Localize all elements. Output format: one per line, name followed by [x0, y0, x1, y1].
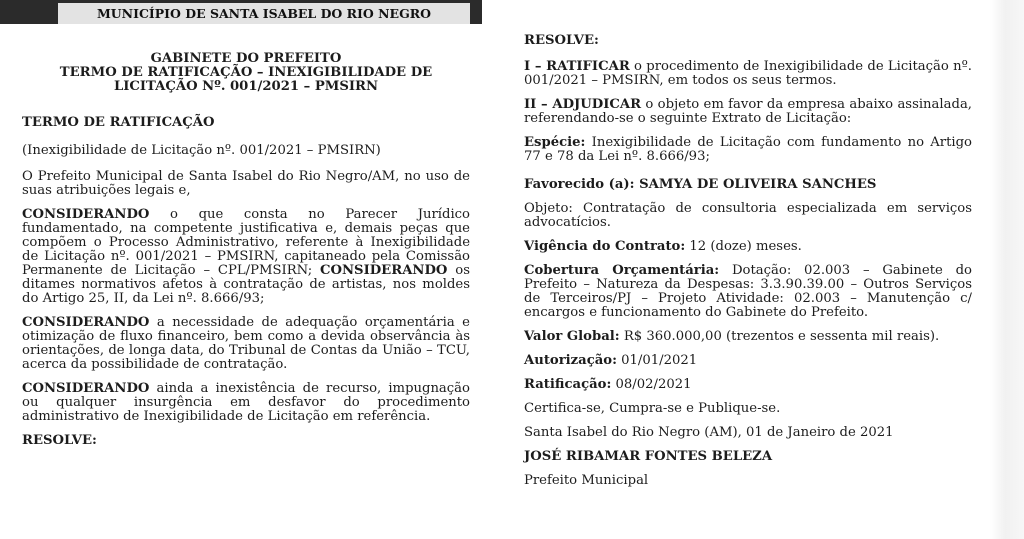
autorizacao-line — [524, 354, 972, 368]
adjudicar-label: II – ADJUDICAR — [524, 97, 642, 112]
adjudicar-text: o objeto em favor da empresa abaixo assinalada, referendando-se o seguinte Extrato de Licitação: — [524, 97, 972, 126]
signer-name: JOSÉ RIBAMAR FONTES BELEZA — [524, 449, 773, 464]
considerando-label: CONSIDERANDO — [22, 207, 150, 222]
considerando-label: CONSIDERANDO — [22, 315, 150, 330]
considerando-paragraph-1 — [22, 208, 470, 306]
considerando-label: CONSIDERANDO — [22, 381, 150, 396]
favorecido-line: Favorecido (a): SAMYA DE OLIVEIRA SANCHES — [524, 177, 877, 192]
reference-line: (Inexigibilidade de Licitação nº. 001/2021 – PMSIRN) — [22, 143, 381, 158]
considerando-text-3: ainda a inexistência de recurso, impugnação ou qualquer insurgência em desfavor do procedimento administrativo de Inexigibilidade de Licitação em referência. — [22, 381, 470, 424]
especie-text: Inexigibilidade de Licitação com fundamento no Artigo 77 e 78 da Lei nº. 8.666/93; — [524, 135, 972, 164]
signer-title: Prefeito Municipal — [524, 473, 649, 488]
especie-paragraph — [524, 136, 972, 164]
autorizacao-label: Autorização: — [524, 353, 617, 368]
cobertura-text: Dotação: 02.003 – Gabinete do Prefeito – Natureza da Despesas: 3.3.90.39.00 – Outros Serviços de Terceiros/PJ – Projeto Atividade: 02.003 – Manutenção c/ encargos e funcionamento do Gabinete do Prefeito. — [524, 263, 972, 320]
adjudicar-paragraph — [524, 98, 972, 126]
office-title — [22, 52, 470, 94]
valor-line — [524, 330, 972, 344]
considerando-text-2: a necessidade de adequação orçamentária e otimização de fluxo financeiro, bem como a devida observância às orientações, de longa data, do Tribunal de Contas da União – TCU, acerca da possibilidade de contratação. — [22, 315, 470, 372]
vigencia-line — [524, 240, 972, 254]
ratificacao-line — [524, 378, 972, 392]
cobertura-paragraph — [524, 264, 972, 320]
office-name: GABINETE DO PREFEITO — [150, 51, 342, 66]
intro-paragraph: O Prefeito Municipal de Santa Isabel do Rio Negro/AM, no uso de suas atribuições legais e, — [22, 169, 470, 198]
considerando-text-1: o que consta no Parecer Jurídico fundamentado, na competente justificativa e, demais peças que compõem o Processo Administrativo, referente à Inexigibilidade de Licitação nº. 001/2021 – PMSIRN, capitaneado pela Comissão Permanente de Licitação – CPL/PMSIRN; — [22, 207, 470, 278]
page-edge-shadow — [990, 0, 1024, 539]
municipality-header: MUNICÍPIO DE SANTA ISABEL DO RIO NEGRO — [58, 3, 470, 24]
document-title-line2: LICITAÇÃO Nº. 001/2021 – PMSIRN — [113, 79, 379, 94]
valor-label: Valor Global: — [524, 329, 620, 344]
considerando-paragraph-3 — [22, 382, 470, 424]
valor-text: R$ 360.000,00 (trezentos e sessenta mil reais). — [619, 329, 940, 344]
ratificacao-text: 08/02/2021 — [611, 377, 692, 392]
autorizacao-text: 01/01/2021 — [616, 353, 698, 368]
especie-label: Espécie: — [524, 135, 586, 150]
header-bar — [0, 0, 482, 24]
vigencia-label: Vigência do Contrato: — [524, 239, 686, 254]
cobertura-label: Cobertura Orçamentária: — [524, 263, 720, 278]
ratificar-text: o procedimento de Inexigibilidade de Licitação nº. 001/2021 – PMSIRN, em todos os seus termos. — [524, 59, 972, 88]
objeto-paragraph: Objeto: Contratação de consultoria especializada em serviços advocatícios. — [524, 201, 972, 230]
ratificacao-label: Ratificação: — [524, 377, 612, 392]
ratificar-paragraph — [524, 60, 972, 88]
considerando-label: CONSIDERANDO — [320, 263, 448, 278]
considerando-text-1b: os ditames normativos afetos à contratação de artistas, nos moldes do Artigo 25, II, da Lei nº. 8.666/93; — [22, 263, 470, 306]
ratificar-label: I – RATIFICAR — [524, 59, 630, 74]
right-column — [524, 34, 972, 498]
left-column — [22, 52, 470, 458]
considerando-paragraph-2 — [22, 316, 470, 372]
section-heading: TERMO DE RATIFICAÇÃO — [22, 115, 215, 130]
vigencia-text: 12 (doze) meses. — [685, 239, 802, 254]
resolve-heading-right: RESOLVE: — [524, 33, 599, 48]
resolve-heading-left: RESOLVE: — [22, 433, 97, 448]
place-date-line: Santa Isabel do Rio Negro (AM), 01 de Janeiro de 2021 — [524, 425, 894, 440]
document-title-line1: TERMO DE RATIFICAÇÃO – INEXIGIBILIDADE DE — [59, 65, 433, 80]
certifica-line: Certifica-se, Cumpra-se e Publique-se. — [524, 401, 781, 416]
